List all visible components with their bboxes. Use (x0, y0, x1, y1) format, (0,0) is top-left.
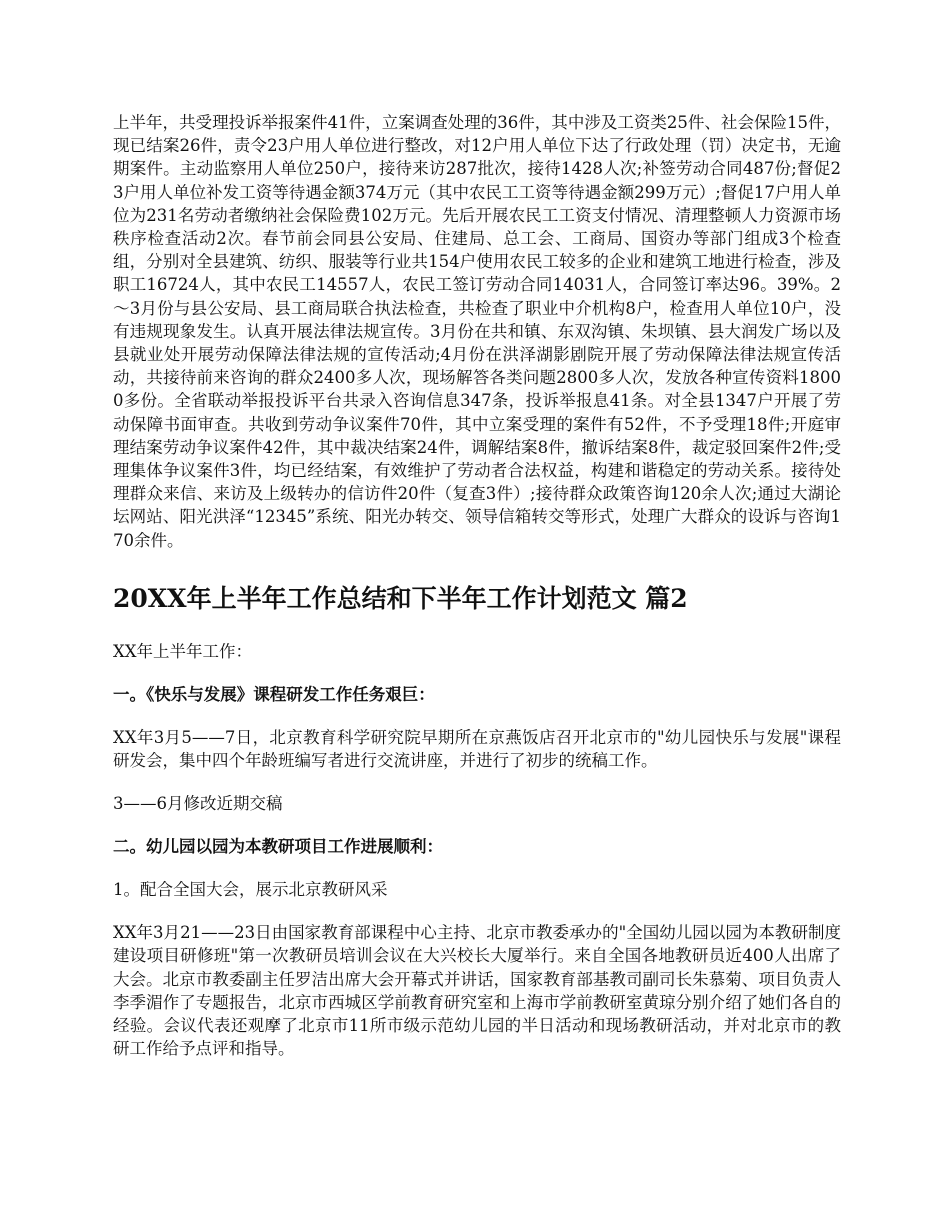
heading-course-development: 一。《快乐与发展》课程研发工作任务艰巨： (113, 684, 435, 704)
intro-paragraph: 上半年，共受理投诉举报案件41件，立案调查处理的36件，其中涉及工资类25件、社会保险15件，现已结案26件，责令23户用人单位进行整改，对12户用人单位下达了行政处理（罚）决定书，无逾期案件。主动监察用人单位250户，接待来访287批次，接待1428人次;补签劳动合同487份;督促23户用人单位补发工资等待遇金额374万元（其中农民工工资等待遇金额299万元）;督促17户用人单位为231名劳动者缴纳社会保险费102万元。先后开展农民工工资支付情况、清理整顿人力资源市场秩序检查活动2次。春节前会同县公安局、住建局、总工会、工商局、国资办等部门组成3个检查组，分别对全县建筑、纺织、服装等行业共154户使用农民工较多的企业和建筑工地进行检查，涉及职工16724人，其中农民工14557人，农民工签订劳动合同14031人，合同签订率达96。39%。2～3月份与县公安局、县工商局联合执法检查，共检查了职业中介机构8户，检查用人单位10户，没有违规现象发生。认真开展法律法规宣传。3月份在共和镇、东双沟镇、朱坝镇、县大润发广场以及县就业处开展劳动保障法律法规的宣传活动;4月份在洪泽湖影剧院开展了劳动保障法律法规宣传活动，共接待前来咨询的群众2400多人次，现场解答各类问题2800多人次，发放各种宣传资料18000多份。全省联动举报投诉平台共录入咨询信息347条，投诉举报息41条。对全县1347户开展了劳动保障书面审查。共收到劳动争议案件70件，其中立案受理的案件有52件，不予受理18件;开庭审理结案劳动争议案件42件，其中裁决结案24件，调解结案8件，撤诉结案8件，裁定驳回案件2件;受理集体争议案件3件，均已经结案，有效维护了劳动者合法权益，构建和谐稳定的劳动关系。接待处理群众来信、来访及上级转办的信访件20件（复查3件）;接待群众政策咨询120余人次;通过大湖论坛网站、阳光洪泽“12345”系统、阳光办转交、领导信箱转交等形式，处理广大群众的设诉与咨询170余件。 (113, 113, 841, 550)
section-title: 20XX年上半年工作总结和下半年工作计划范文 篇2 (113, 583, 688, 613)
heading-research-project: 二。幼儿园以园为本教研项目工作进展顺利： (113, 837, 443, 857)
paragraph-course-meeting: XX年3月5——7日，北京教育科学研究院早期所在京燕饭店召开北京市的"幼儿园快乐与发展"课程研发会，集中四个年龄班编写者进行交流讲座，并进行了初步的统稿工作。 (113, 727, 841, 771)
subtitle: XX年上半年工作： (113, 641, 252, 661)
paragraph-training-meeting: XX年3月21——23日由国家教育部课程中心主持、北京市教委承办的"全国幼儿园以园为本教研制度建设项目研修班"第一次教研员培训会议在大兴校长大厦举行。来自全国各地教研员近400人出席了大会。北京市教委副主任罗洁出席大会开幕式并讲话，国家教育部基教司副司长朱慕菊、项目负责人李季湄作了专题报告，北京市西城区学前教育研究室和上海市学前教研室黄琼分别介绍了她们各自的经验。会议代表还观摩了北京市11所市级示范幼儿园的半日活动和现场教研活动，并对北京市的教研工作给予点评和指导。 (113, 923, 841, 1059)
line-revision-schedule: 3——6月修改近期交稿 (113, 794, 283, 814)
document-page (113, 111, 841, 1080)
line-national-conference: 1。配合全国大会，展示北京教研风采 (113, 880, 388, 900)
